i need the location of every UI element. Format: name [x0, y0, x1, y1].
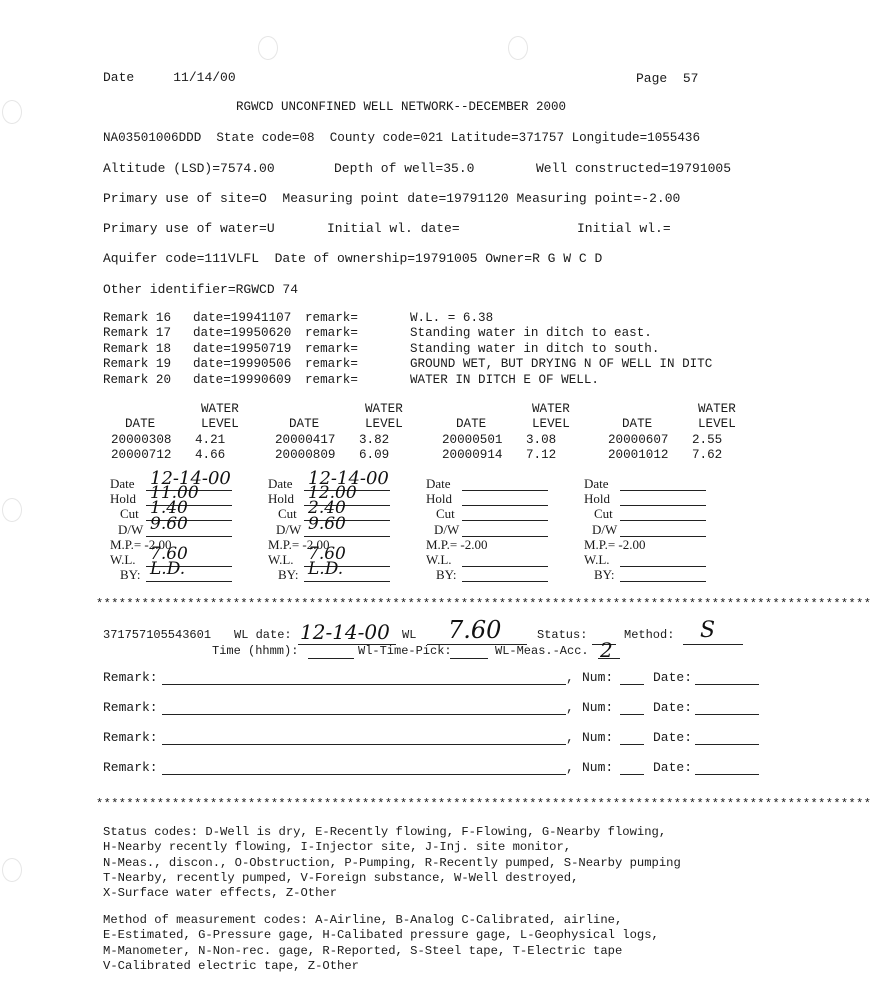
header-date: DATE: [289, 417, 320, 431]
page-number: 57: [682, 71, 699, 86]
depth-of-well: Depth of well=35.0: [334, 161, 475, 176]
form-hold-handwritten: 12.00: [308, 483, 357, 504]
level-date: 20000809: [275, 448, 336, 462]
status-code-line: X-Surface water effects, Z-Other: [103, 886, 338, 901]
level-date: 20000417: [275, 433, 336, 447]
form-date-label: Date: [584, 476, 609, 491]
header-water: WATER: [532, 402, 570, 416]
remark-line-comma: ,: [566, 700, 574, 715]
date-field: [695, 714, 759, 715]
wl-label: WL: [402, 628, 417, 642]
method-code-line: E-Estimated, G-Pressure gage, H-Calibated pressure gage, L-Geophysical logs,: [103, 928, 659, 943]
remark-label: Remark 19: [103, 357, 172, 372]
form-by-label: BY:: [436, 567, 457, 583]
form-dw-label: D/W: [276, 521, 302, 537]
punch-hole: [508, 36, 528, 60]
form-by-label: BY:: [594, 567, 615, 583]
header-level: LEVEL: [365, 417, 403, 431]
form-wl-handwritten: 7.60: [308, 544, 346, 564]
header-water: WATER: [201, 402, 239, 416]
form-mp-label: M.P.= -2.00: [426, 536, 488, 552]
status-code-line: N-Meas., discon., O-Obstruction, P-Pumping, R-Recently pumped, S-Nearby pumping: [103, 855, 681, 870]
date-label: Date:: [653, 700, 693, 715]
level-date: 20000308: [111, 433, 172, 447]
level-date: 20000607: [608, 433, 669, 447]
remark-line-field: [162, 744, 566, 745]
header-page: [636, 71, 698, 86]
form-by-label: BY:: [120, 567, 141, 583]
form-mp-label: M.P.= -2.00: [584, 536, 646, 552]
wl-time-pick-line: [450, 658, 488, 659]
remark-line-comma: ,: [566, 670, 574, 685]
remark-key: remark=: [305, 311, 358, 325]
form-hold-line: [462, 505, 548, 506]
date-value: 11/14/00: [173, 70, 236, 85]
remark-key: remark=: [305, 341, 358, 356]
remark-line-field: [162, 684, 566, 685]
num-field: [620, 714, 644, 715]
level-date: 20000501: [442, 433, 503, 447]
site-line-1: NA03501006DDD State code=08 County code=021 Latitude=371757 Longitude=1055436: [103, 131, 701, 145]
date-label: Date: [103, 70, 135, 85]
method-label: Method:: [624, 628, 675, 642]
form-hold-handwritten: 11.00: [150, 483, 199, 504]
punch-hole: [2, 858, 22, 882]
form-date-line: [462, 490, 548, 491]
form-by-line: [462, 581, 548, 582]
status-code-line: Status codes: D-Well is dry, E-Recently flowing, F-Flowing, G-Nearby flowing,: [103, 825, 667, 839]
wl-date-label: WL date:: [234, 628, 292, 642]
method-codes: [103, 913, 659, 974]
site-line-3: Primary use of site=O Measuring point date=19791120 Measuring point=-2.00: [103, 191, 681, 206]
remark-label: Remark 18: [103, 341, 172, 356]
separator-stars: ******************************************************************************************************: [96, 797, 871, 811]
method-handwritten: S: [700, 618, 716, 643]
form-by-line: [146, 581, 232, 582]
remark-line-label: Remark:: [103, 730, 158, 745]
initial-wl: Initial wl.=: [577, 221, 671, 236]
form-cut-handwritten: 2.40: [308, 498, 346, 519]
remark-date: date=19941107: [193, 311, 292, 325]
num-label: Num:: [582, 670, 614, 685]
num-field: [620, 744, 644, 745]
initial-wl-date: Initial wl. date=: [327, 221, 460, 236]
method-line: [683, 644, 743, 645]
punch-hole: [258, 36, 278, 60]
remark-date: date=19950620: [193, 326, 292, 341]
form-cut-label: Cut: [278, 506, 297, 522]
date-label: Date:: [653, 670, 693, 685]
form-mp-label: M.P.= -2.00: [110, 536, 172, 552]
form-dw-handwritten: 9.60: [150, 513, 188, 534]
aquifer-line: Aquifer code=111VLFL Date of ownership=19791005 Owner=R G W C D: [103, 251, 603, 266]
remark-line-comma: ,: [566, 730, 574, 745]
well-constructed: Well constructed=19791005: [536, 161, 732, 176]
level-date: 20000914: [442, 448, 503, 462]
remark-label: Remark 20: [103, 372, 172, 387]
wl-time-pick-label: Wl-Time-Pick:: [358, 644, 452, 658]
form-wl-line: [620, 566, 706, 567]
form-wl-line: [462, 566, 548, 567]
form-by-line: [620, 581, 706, 582]
level-value: 3.08: [526, 433, 557, 447]
remark-line-label: Remark:: [103, 700, 158, 715]
level-value: 3.82: [359, 433, 390, 447]
primary-use-water: Primary use of water=U: [103, 221, 275, 236]
form-wl-label: W.L.: [110, 552, 136, 567]
form-date-label: Date: [268, 476, 293, 491]
level-date: 20001012: [608, 448, 669, 462]
form-by-label: BY:: [278, 567, 299, 583]
num-label: Num:: [582, 760, 614, 775]
form-dw-label: D/W: [118, 521, 144, 537]
remark-line-field: [162, 714, 566, 715]
date-field: [695, 684, 759, 685]
form-hold-label: Hold: [426, 491, 452, 507]
num-label: Num:: [582, 700, 614, 715]
form-date-label: Date: [426, 476, 451, 491]
level-value: 6.09: [359, 448, 390, 462]
level-value: 2.55: [692, 433, 723, 447]
remark-key: remark=: [305, 326, 358, 341]
remark-date: date=19990609: [193, 372, 292, 387]
time-line: [308, 658, 354, 659]
header-date: [103, 70, 236, 85]
form-cut-handwritten: 1.40: [150, 498, 188, 519]
level-date: 20000712: [111, 448, 172, 462]
site-id: 371757105543601: [103, 628, 212, 642]
num-label: Num:: [582, 730, 614, 745]
water-level-table: [0, 402, 768, 462]
wl-meas-acc-handwritten: 2: [600, 638, 613, 662]
measurement-forms: [0, 468, 768, 586]
num-field: [620, 684, 644, 685]
form-date-line: [620, 490, 706, 491]
remark-date: date=19990506: [193, 357, 292, 372]
other-identifier: Other identifier=RGWCD 74: [103, 282, 299, 297]
form-cut-line: [620, 520, 706, 521]
header-water: WATER: [698, 402, 736, 416]
form-wl-label: W.L.: [268, 552, 294, 567]
form-hold-label: Hold: [110, 491, 136, 507]
header-date: DATE: [622, 417, 653, 431]
page-label: Page: [636, 71, 668, 86]
date-label: Date:: [653, 730, 693, 745]
remark-key: remark=: [305, 372, 358, 387]
form-by-handwritten: L.D.: [308, 559, 344, 580]
form-by-handwritten: L.D.: [150, 559, 186, 580]
level-value: 4.66: [195, 448, 226, 462]
form-date-handwritten: 12-14-00: [150, 468, 231, 489]
status-code-line: T-Nearby, recently pumped, V-Foreign substance, W-Well destroyed,: [103, 870, 579, 885]
form-cut-label: Cut: [594, 506, 613, 522]
time-label: Time (hhmm):: [212, 644, 299, 658]
form-cut-label: Cut: [436, 506, 455, 522]
document-title: RGWCD UNCONFINED WELL NETWORK--DECEMBER 2000: [236, 100, 567, 114]
remark-text: Standing water in ditch to east.: [410, 326, 652, 341]
wl-date-handwritten: 12-14-00: [300, 620, 390, 644]
form-wl-label: W.L.: [584, 552, 610, 567]
header-date: DATE: [456, 417, 487, 431]
status-codes: [103, 825, 681, 901]
status-label: Status:: [537, 628, 588, 642]
level-value: 4.21: [195, 433, 226, 447]
remark-line-label: Remark:: [103, 760, 158, 775]
header-level: LEVEL: [698, 417, 736, 431]
level-value: 7.12: [526, 448, 557, 462]
remark-text: WATER IN DITCH E OF WELL.: [410, 372, 599, 387]
header-date: DATE: [125, 417, 156, 431]
status-code-line: H-Nearby recently flowing, I-Injector site, J-Inj. site monitor,: [103, 840, 572, 855]
remark-line-label: Remark:: [103, 670, 158, 685]
form-hold-label: Hold: [268, 491, 294, 507]
header-water: WATER: [365, 402, 403, 416]
method-code-line: M-Manometer, N-Non-rec. gage, R-Reported, S-Steel tape, T-Electric tape: [103, 943, 623, 958]
num-field: [620, 774, 644, 775]
form-wl-label: W.L.: [426, 552, 452, 567]
form-mp-label: M.P.= -2.00: [268, 536, 330, 552]
form-dw-label: D/W: [592, 521, 618, 537]
level-value: 7.62: [692, 448, 723, 462]
date-label: Date:: [653, 760, 693, 775]
form-hold-line: [620, 505, 706, 506]
form-date-handwritten: 12-14-00: [308, 468, 389, 489]
altitude: Altitude (LSD)=7574.00: [103, 161, 275, 176]
form-dw-label: D/W: [434, 521, 460, 537]
separator-stars: ******************************************************************************************************: [96, 597, 871, 611]
remark-line-field: [162, 774, 566, 775]
remark-text: W.L. = 6.38: [410, 311, 494, 325]
form-wl-handwritten: 7.60: [150, 544, 188, 564]
remark-lines: [0, 670, 768, 785]
form-cut-line: [462, 520, 548, 521]
header-level: LEVEL: [201, 417, 239, 431]
remark-text: GROUND WET, BUT DRYING N OF WELL IN DITC: [410, 357, 713, 372]
form-dw-handwritten: 9.60: [308, 513, 346, 534]
wl-handwritten: 7.60: [448, 616, 502, 644]
form-by-line: [304, 581, 390, 582]
form-cut-label: Cut: [120, 506, 139, 522]
remark-label: Remark 16: [103, 311, 172, 325]
method-code-line: V-Calibrated electric tape, Z-Other: [103, 958, 359, 973]
form-hold-label: Hold: [584, 491, 610, 507]
remark-key: remark=: [305, 357, 358, 372]
form-date-label: Date: [110, 476, 135, 491]
method-code-line: Method of measurement codes: A-Airline, B-Analog C-Calibrated, airline,: [103, 913, 623, 927]
remark-line-comma: ,: [566, 760, 574, 775]
date-field: [695, 774, 759, 775]
header-level: LEVEL: [532, 417, 570, 431]
date-field: [695, 744, 759, 745]
wl-meas-acc-label: WL-Meas.-Acc.: [495, 644, 589, 658]
remark-label: Remark 17: [103, 326, 172, 341]
punch-hole: [2, 100, 22, 124]
remark-date: date=19950719: [193, 341, 292, 356]
remark-text: Standing water in ditch to south.: [410, 341, 660, 356]
